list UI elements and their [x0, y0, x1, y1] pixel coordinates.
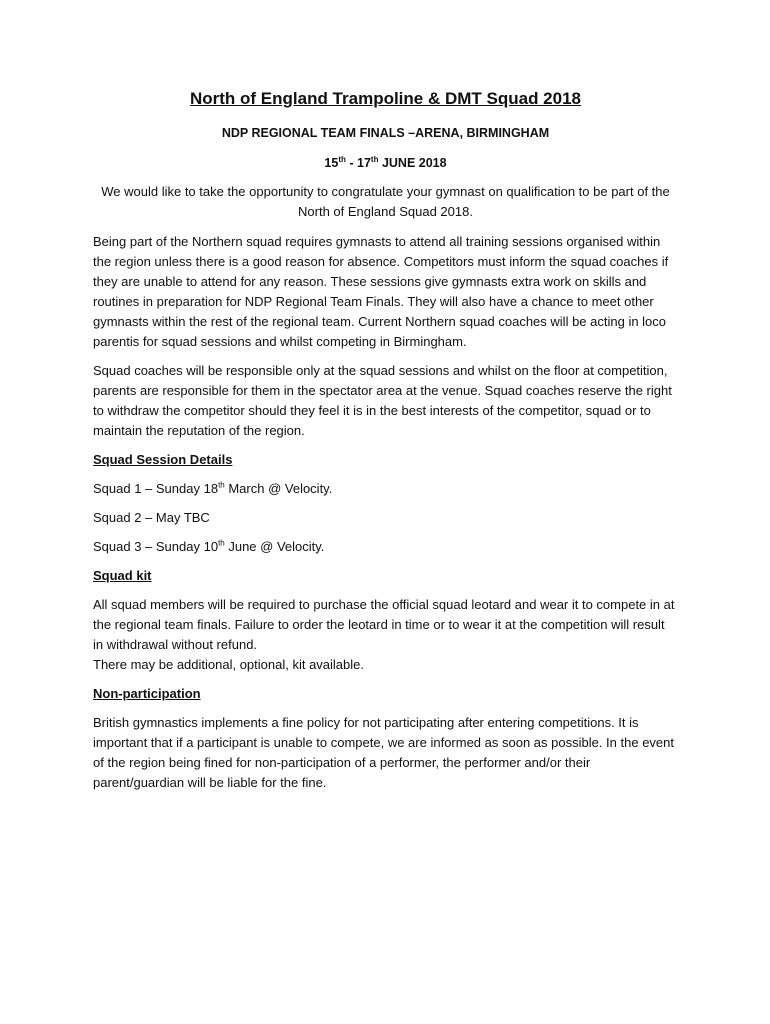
date-month-year: JUNE 2018	[378, 156, 447, 170]
nonparticipation-heading: Non-participation	[93, 686, 201, 701]
session-item	[93, 479, 678, 499]
event-subtitle: NDP REGIONAL TEAM FINALS –ARENA, BIRMINGHAM	[221, 126, 550, 140]
session-suffix: th	[218, 538, 225, 548]
session-rest: March @ Velocity.	[224, 481, 333, 496]
date-end-suffix: th	[370, 154, 379, 164]
coaches-paragraph: Squad coaches will be responsible only at the squad sessions and whilst on the floor at competition, parents are responsible for them in the spectator area at the venue. Squad coaches reserve the right to withdraw the competitor should they feel it is in the best interests of the competitor, squad or to maintain the reputation of the region.	[93, 363, 672, 438]
nonparticipation-paragraph: British gymnastics implements a fine policy for not participating after entering competitions. It is important that if a participant is unable to compete, we are informed as soon as possible. In the event of the region being fined for non-participation of a performer, the performer and/or their parent/guardian will be liable for the fine.	[93, 715, 674, 790]
sessions-heading: Squad Session Details	[93, 452, 233, 467]
kit-heading: Squad kit	[93, 568, 152, 583]
document-title: North of England Trampoline & DMT Squad 2018	[189, 89, 582, 108]
session-text: Squad 1 – Sunday 18	[93, 481, 219, 496]
session-item	[93, 508, 678, 528]
session-suffix: th	[218, 480, 225, 490]
event-dates	[93, 154, 678, 172]
date-start-suffix: th	[338, 154, 346, 164]
session-text: Squad 3 – Sunday 10	[93, 539, 219, 554]
date-start-day: 15	[324, 156, 339, 170]
session-item	[93, 537, 678, 557]
commitment-paragraph: Being part of the Northern squad requires gymnasts to attend all training sessions organised within the region unless there is a good reason for absence. Competitors must inform the squad coaches if they are unable to attend for any reason. These sessions give gymnasts extra work on skills and routines in preparation for NDP Regional Team Finals. They will also have a chance to meet other gymnasts within the rest of the regional team. Current Northern squad coaches will be acting in loco parentis for squad sessions and whilst competing in Birmingham.	[93, 234, 669, 349]
intro-paragraph: We would like to take the opportunity to congratulate your gymnast on qualification to be part of the North of England Squad 2018.	[101, 184, 670, 219]
session-rest: June @ Velocity.	[224, 539, 325, 554]
kit-paragraph: All squad members will be required to purchase the official squad leotard and wear it to compete in at the regional team finals. Failure to order the leotard in time or to wear it at the competition will result in withdrawal without refund.	[93, 597, 675, 652]
kit-extra-paragraph: There may be additional, optional, kit available.	[93, 657, 364, 672]
document-content	[93, 88, 678, 802]
session-text: Squad 2 – May TBC	[93, 510, 210, 525]
date-end-day: 17	[357, 156, 371, 170]
date-separator: -	[345, 156, 357, 170]
